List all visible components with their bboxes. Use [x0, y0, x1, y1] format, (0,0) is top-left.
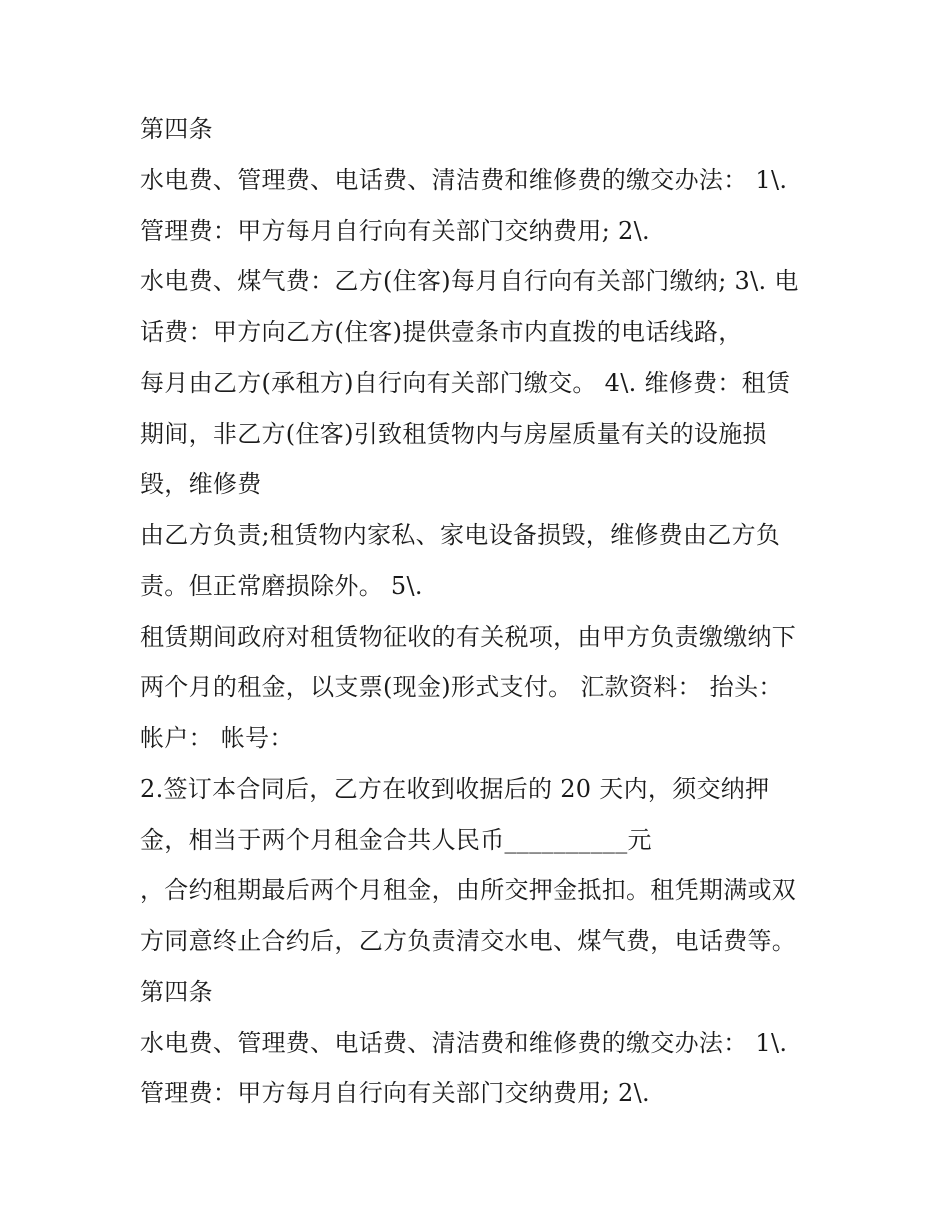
text-line: 毁，维修费	[140, 470, 262, 498]
text-line: 金，相当于两个月租金合共人民币__________元	[140, 826, 652, 854]
text-line: 两个月的租金，以支票(现金)形式支付。 汇款资料： 抬头：	[140, 673, 783, 701]
text-line: 第四条	[140, 115, 213, 143]
text-line: 水电费、管理费、电话费、清洁费和维修费的缴交办法： 1\.	[140, 166, 788, 194]
text-line: 管理费：甲方每月自行向有关部门交纳费用; 2\.	[140, 1079, 650, 1107]
text-line: 话费：甲方向乙方(住客)提供壹条市内直拨的电话线路，	[140, 318, 743, 346]
text-line: 管理费：甲方每月自行向有关部门交纳费用; 2\.	[140, 217, 650, 245]
text-line: 租赁期间政府对租赁物征收的有关税项，由甲方负责缴缴纳下	[140, 623, 797, 651]
text-line: 由乙方负责;租赁物内家私、家电设备损毁，维修费由乙方负	[140, 521, 781, 549]
text-line: 期间，非乙方(住客)引致租赁物内与房屋质量有关的设施损	[140, 420, 767, 448]
text-line: 水电费、煤气费：乙方(住客)每月自行向有关部门缴纳; 3\. 电	[140, 267, 799, 295]
text-line: 帐户： 帐号：	[140, 724, 294, 752]
text-line: 方同意终止合约后，乙方负责清交水电、煤气费，电话费等。	[140, 927, 797, 955]
text-line: ，合约租期最后两个月租金，由所交押金抵扣。租凭期满或双	[140, 876, 797, 904]
text-line: 第四条	[140, 978, 213, 1006]
text-line: 每月由乙方(承租方)自行向有关部门缴交。 4\. 维修费：租赁	[140, 369, 791, 397]
text-line: 水电费、管理费、电话费、清洁费和维修费的缴交办法： 1\.	[140, 1029, 788, 1057]
text-line: 责。但正常磨损除外。 5\.	[140, 572, 423, 600]
text-line: 2.签订本合同后，乙方在收到收据后的 20 天内，须交纳押	[140, 775, 770, 803]
